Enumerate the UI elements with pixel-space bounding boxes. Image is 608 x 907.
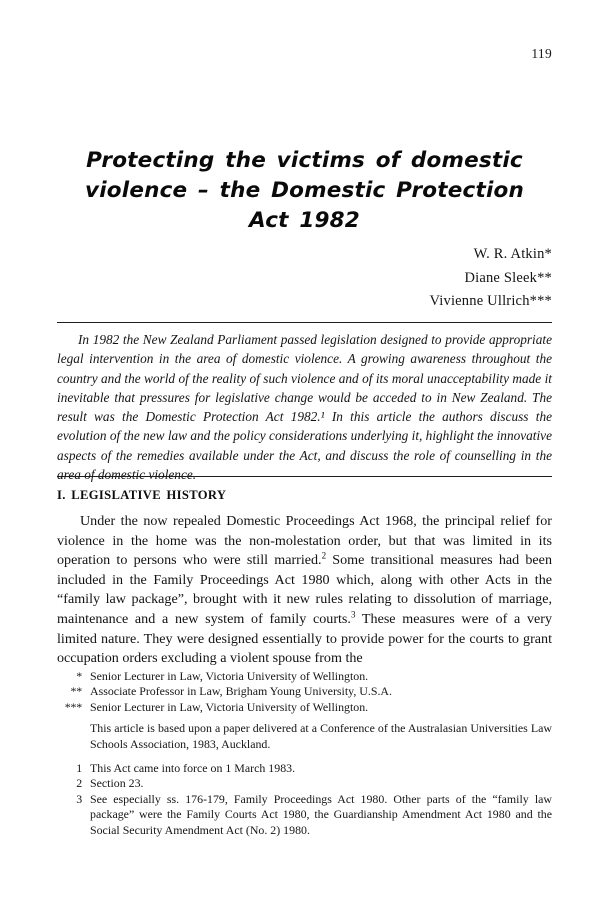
body-text-segment-1: Under the now repealed Domestic Proceedings Act 1968, the principal relief for violence in the home was the non-molestation order, but that was limited in its operation to persons who were still married. xyxy=(57,513,552,569)
footnote-1 xyxy=(57,761,552,776)
author-1: W. R. Atkin* xyxy=(473,246,552,262)
footnote-marker: 2 xyxy=(76,776,82,791)
footnote-ref-3[interactable]: 3 xyxy=(350,609,356,620)
footnote-marker: ** xyxy=(70,684,82,699)
footnote-starred-3 xyxy=(57,700,552,715)
footnote-text: Senior Lecturer in Law, Victoria University of Wellington. xyxy=(90,669,369,683)
footnote-text: See especially ss. 176-179, Family Proceedings Act 1980. Other parts of the “family law package” were the Family Courts Act 1980, the Guardianship Amendment Act 1980 and the Social Security Amendment Act (No. 2) 1980. xyxy=(90,791,552,837)
body-text-segment-2: Some transitional measures had been included in the Family Proceedings Act 1980 which, along with other Acts in the “family law package”, brought with it new rules relating to dissolution of marriage, maintenance and a new system of family courts. xyxy=(57,552,552,627)
title-line-1: Protecting the victims of domestic xyxy=(86,148,523,173)
author-2: Diane Sleek** xyxy=(464,269,552,286)
abstract-paragraph: In 1982 the New Zealand Parliament passed legislation designed to provide appropriate legal intervention in the area of domestic violence. A growing awareness throughout the country and the world of the reality of such violence and of its moral unacceptability made it inevitable that pressures for legislative change would be acceded to in New Zealand. The result was the Domestic Protection Act 1982.¹ In this article the authors discuss the evolution of the new law and the policy considerations underlying it, highlight the innovative aspects of the remedies available under the Act, and discuss the role of counselling in the area of domestic violence. xyxy=(57,332,552,483)
footnote-starred-1 xyxy=(57,669,552,684)
body-text xyxy=(57,512,552,669)
title-line-3: Act 1982 xyxy=(249,208,360,233)
footnotes xyxy=(57,669,552,838)
footnote-starred-2 xyxy=(57,684,552,699)
footnote-text: This Act came into force on 1 March 1983. xyxy=(90,761,296,776)
abstract-rule-top xyxy=(57,322,552,323)
body-text-segment-3: These measures were of a very limited nature. They were designed essentially to provide power for the courts to grant occupation orders excluding a violent spouse from the xyxy=(57,610,552,667)
footnote-marker: 1 xyxy=(76,761,82,776)
body-paragraph-1 xyxy=(57,512,552,669)
footnote-3 xyxy=(57,792,552,838)
footnote-marker: *** xyxy=(64,699,82,714)
footnotes-numbered xyxy=(57,761,552,838)
footnote-marker: * xyxy=(76,669,82,683)
footnote-conference-note xyxy=(57,721,552,752)
abstract xyxy=(57,330,552,484)
footnote-text: Senior Lecturer in Law, Victoria University of Wellington. xyxy=(90,699,369,714)
section-heading: I. LEGISLATIVE HISTORY xyxy=(57,488,227,502)
footnote-text: Section 23. xyxy=(90,776,144,791)
abstract-rule-bottom xyxy=(57,476,552,477)
footnote-ref-2[interactable]: 2 xyxy=(321,550,327,561)
article-title xyxy=(57,146,552,236)
page-number: 119 xyxy=(531,46,552,61)
footnote-text: This article is based upon a paper delivered at a Conference of the Australasian Universities Law Schools Association, 1983, Auckland. xyxy=(90,721,552,751)
title-line-2: violence – the Domestic Protection xyxy=(85,178,524,203)
author-list xyxy=(57,243,552,314)
footnote-2 xyxy=(57,776,552,791)
author-3: Vivienne Ullrich*** xyxy=(429,293,552,309)
footnote-text: Associate Professor in Law, Brigham Young University, U.S.A. xyxy=(90,684,392,699)
footnote-marker: 3 xyxy=(76,791,82,806)
